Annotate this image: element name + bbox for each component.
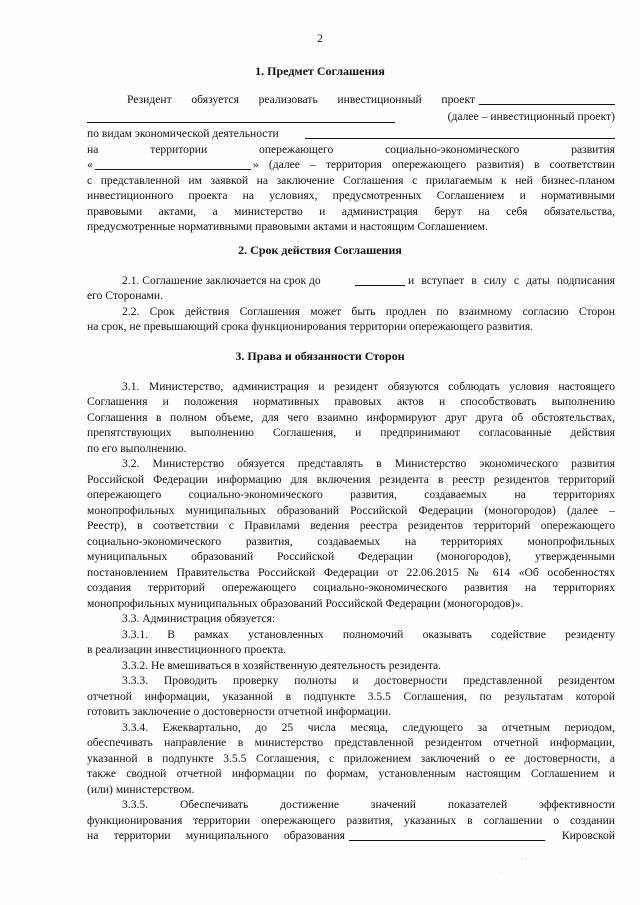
s1-project-blank-2 xyxy=(87,111,395,123)
s3-p331-line-2: в реализации инвестиционного проекта. xyxy=(87,643,286,656)
s1-activity-blank xyxy=(305,127,615,139)
s3-p333-line-3: готовить заключение о достоверности отчетной информации. xyxy=(87,705,392,718)
s2-p21-part-c: его Сторонами. xyxy=(87,289,163,302)
s3-p31-line-5: по его выполнению. xyxy=(87,442,187,455)
s3-p335-line-3a: на территории муниципального образования xyxy=(87,829,345,842)
s3-p32-line-1: 3.2. Министерство обязуется представлять в Министерство экономического развития xyxy=(122,457,615,470)
s3-p31-line-4: препятствующих выполнению Соглашения, и предпринимают согласованные действия xyxy=(87,426,615,439)
s2-p22-line-1: 2.2. Срок действия Соглашения может быть продлен по взаимному согласию Сторон xyxy=(122,305,615,318)
s1-l4-w1: на xyxy=(87,143,99,156)
s1-l4-w4: социально-экономического xyxy=(385,143,520,156)
s3-p31-line-3: Соглашения в полном объеме, для чего взаимно информируют друг друга об обстоятельствах, xyxy=(87,411,615,424)
s3-p333-line-2: отчетной информации, указанной в подпункте 3.5.5 Соглашения, по результатам которой xyxy=(87,690,615,703)
s3-p335-line-2: функционирования территории опережающего развития, указанных в соглашении о создании xyxy=(87,814,615,827)
s2-p22-line-2: на срок, не превышающий срока функционирования территории опережающего развития. xyxy=(87,320,534,333)
s1-l4-w2: территории xyxy=(150,143,208,156)
s1-line-7: инвестиционного проекта на условиях, предусмотренных Соглашением и нормативными xyxy=(87,189,615,202)
s3-p31-line-2: Соглашения и положения нормативных правовых актов и способствовать выполнению xyxy=(87,395,615,408)
s3-p334-line-5: (или) министерством. xyxy=(87,783,195,796)
section-1-title: 1. Предмет Соглашения xyxy=(255,64,385,78)
s3-p32-line-9: создания территорий опережающего социально-экономического развития на территориях xyxy=(87,581,615,594)
s1-line-4 xyxy=(87,142,615,158)
scan-speck: · · xyxy=(520,855,528,864)
s3-p32-line-10: монопрофильных муниципальных образований Российской Федерации (моногородов)». xyxy=(87,597,524,610)
s2-p21-part-a: 2.1. Соглашение заключается на срок до xyxy=(122,274,321,287)
s1-project-blank xyxy=(479,93,615,105)
s3-p331-line-1: 3.3.1. В рамках установленных полномочий оказывать содействие резиденту xyxy=(122,628,615,641)
s1-l5-open-quote: « xyxy=(87,158,93,171)
scan-speck: · xyxy=(500,869,503,878)
section-3-title: 3. Права и обязанности Сторон xyxy=(235,349,405,363)
s3-p32-line-7: муниципальных образований Российской Федерации (моногородов), утвержденными xyxy=(87,550,615,563)
s3-p332: 3.3.2. Не вмешиваться в хозяйственную деятельность резидента. xyxy=(122,659,442,672)
s3-p334-line-2: обеспечивать направление в министерство представленной резидентом отчетной информации, xyxy=(87,736,615,749)
section-2-title: 2. Срок действия Соглашения xyxy=(238,243,402,257)
s3-p32-line-4: монопрофильных муниципальных образований Российской Федерации (моногородов) (далее – xyxy=(87,504,615,517)
s3-municipality-blank xyxy=(349,829,545,841)
s3-p32-line-2: Российской Федерации информацию для включения резидента в реестр резидентов территорий xyxy=(87,473,615,486)
s2-p21-part-b: и вступает в силу с даты подписания xyxy=(408,274,615,287)
s2-term-blank xyxy=(355,274,405,286)
s3-p333-line-1: 3.3.3. Проводить проверку полноты и достоверности представленной резидентом xyxy=(122,674,615,687)
s3-p32-line-6: социально-экономического развития, создаваемых на территориях монопрофильных xyxy=(87,535,615,548)
s3-p334-line-3: указанной в подпункте 3.5.5 Соглашения, с приложением заключений о ее достоверности, а xyxy=(87,752,615,765)
s3-p31-line-1: 3.1. Министерство, администрация и резидент обязуются соблюдать условия настоящего xyxy=(122,380,615,393)
s3-p32-line-3: опережающего социально-экономического развития, создаваемых на территориях xyxy=(87,488,615,501)
s3-p32-line-8: постановлением Правительства Российской Федерации от 22.06.2015 № 614 «Об особенностях xyxy=(87,566,615,579)
s1-line-5: » (далее – территория опережающего развития) в соответствии xyxy=(253,158,615,171)
s3-p334-line-1: 3.3.4. Ежеквартально, до 25 числа месяца, следующего за отчетным периодом, xyxy=(122,721,615,734)
s3-p33: 3.3. Администрация обязуется: xyxy=(122,612,276,625)
s3-p334-line-4: также сводной отчетной информации по формам, установленным настоящим Соглашением и xyxy=(87,767,615,780)
s1-l4-w3: опережающего xyxy=(259,143,334,156)
s1-line-9: предусмотренные нормативными правовыми актами и настоящим Соглашением. xyxy=(87,220,488,233)
s3-p335-line-3b: Кировской xyxy=(561,829,615,842)
s1-line-8: правовыми актами, а министерство и администрация берут на себя обязательства, xyxy=(87,205,615,218)
s1-l4-w5: развития xyxy=(571,143,615,156)
page-number: 2 xyxy=(317,31,323,45)
s3-p335-line-1: 3.3.5. Обеспечивать достижение значений показателей эффективности xyxy=(122,798,615,811)
s1-line-6: с представленной им заявкой на заключение Соглашения с прилагаемым к ней бизнес-планом xyxy=(87,174,615,187)
s1-line-2: (далее – инвестиционный проект) xyxy=(447,110,615,123)
s1-territory-blank xyxy=(95,158,251,170)
s3-p32-line-5: Реестр), в соответствии с Правилами ведения реестра резидентов территорий опережающего xyxy=(87,519,615,532)
s1-line-3: по видам экономической деятельности xyxy=(87,127,279,140)
s1-line-1: Резидент обязуется реализовать инвестиционный проект xyxy=(127,93,475,106)
